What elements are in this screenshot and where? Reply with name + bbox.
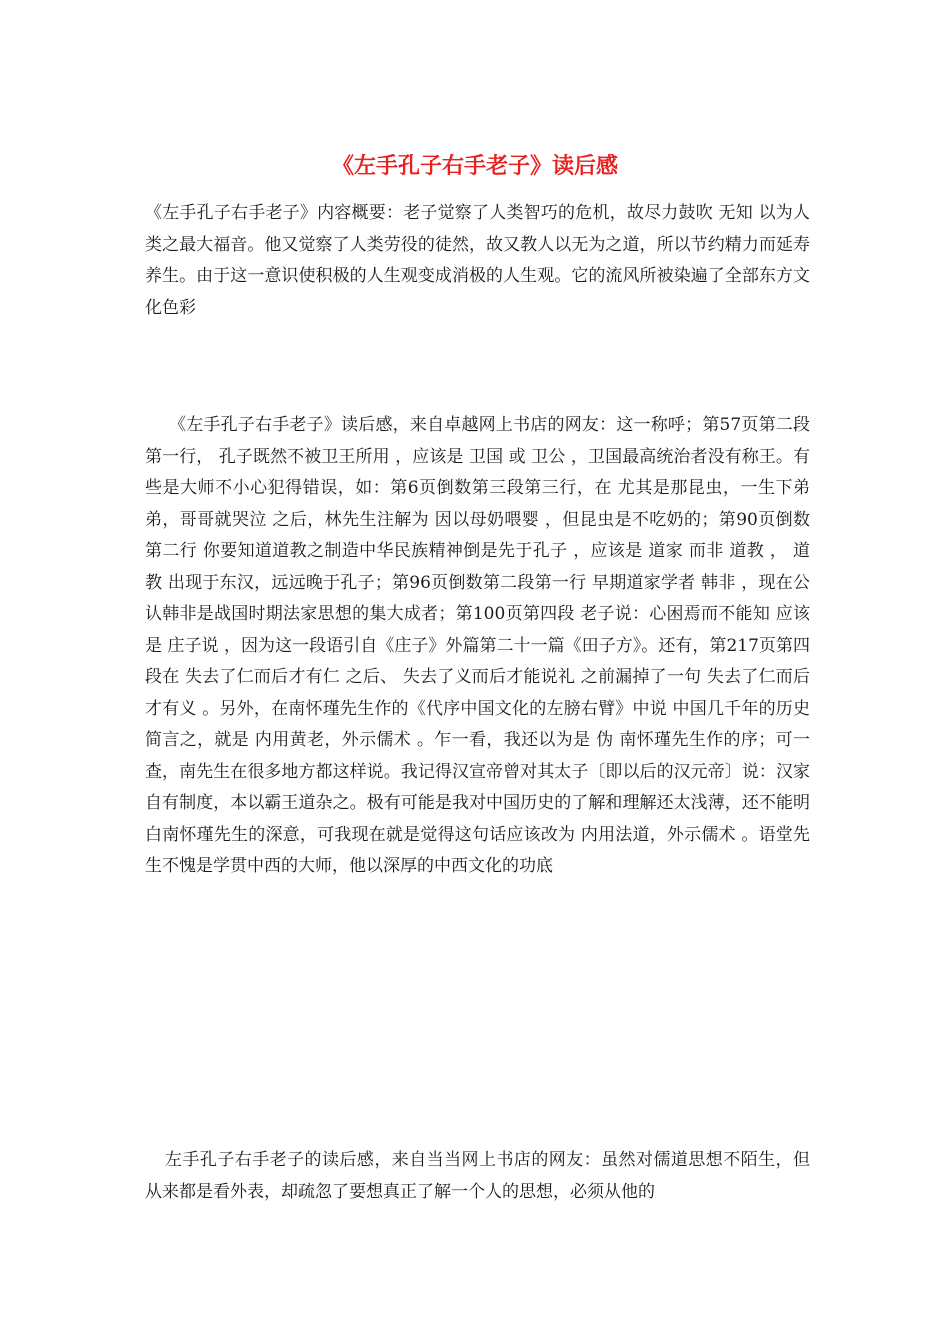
paragraph-summary: 《左手孔子右手老子》内容概要：老子觉察了人类智巧的危机，故尽力鼓吹 无知 以为人类之最大福音。他又觉察了人类劳役的徒然，故又教人以无为之道，所以节约精力而延寿养生。由于这一意识使积极的人生观变成消极的人生观。它的流风所被染遍了全部东方文化色彩	[145, 203, 810, 318]
document-title: 《左手孔子右手老子》读后感	[331, 154, 618, 179]
paragraph-review-dangdang: 左手孔子右手老子的读后感，来自当当网上书店的网友：虽然对儒道思想不陌生，但从来都是看外表，却疏忽了要想真正了解一个人的思想，必须从他的	[145, 1150, 810, 1202]
paragraph-review-zhuoyue: 《左手孔子右手老子》读后感，来自卓越网上书店的网友：这一称呼；第57页第二段第一行， 孔子既然不被卫王所用 ，应该是 卫国 或 卫公 ，卫国最高统治者没有称王。有些是大师不小心犯得错误，如：第6页倒数第三段第三行，在 尤其是那昆虫，一生下弟弟，哥哥就哭泣 之后，林先生注解为 因以母奶喂婴 ，但昆虫是不吃奶的；第90页倒数第二行 你要知道道教之制造中华民族精神倒是先于孔子 ，应该是 道家 而非 道教 ， 道教 出现于东汉，远远晚于孔子；第96页倒数第二段第一行 早期道家学者 韩非 ，现在公认韩非是战国时期法家思想的集大成者；第100页第四段 老子说：心困焉而不能知 应该是 庄子说 ，因为这一段语引自《庄子》外篇第二十一篇《田子方》。还有，第217页第四段在 失去了仁而后才有仁 之后、 失去了义而后才能说礼 之前漏掉了一句 失去了仁而后才有义 。另外，在南怀瑾先生作的《代序中国文化的左膀右臂》中说 中国几千年的历史 简言之，就是 内用黄老，外示儒术 。乍一看，我还以为是 伪 南怀瑾先生作的序；可一查，南先生在很多地方都这样说。我记得汉宣帝曾对其太子〔即以后的汉元帝〕说：汉家自有制度，本以霸王道杂之。极有可能是我对中国历史的了解和理解还太浅薄，还不能明白南怀瑾先生的深意，可我现在就是觉得这句话应该改为 内用法道，外示儒术 。语堂先生不愧是学贯中西的大师，他以深厚的中西文化的功底	[145, 415, 810, 876]
